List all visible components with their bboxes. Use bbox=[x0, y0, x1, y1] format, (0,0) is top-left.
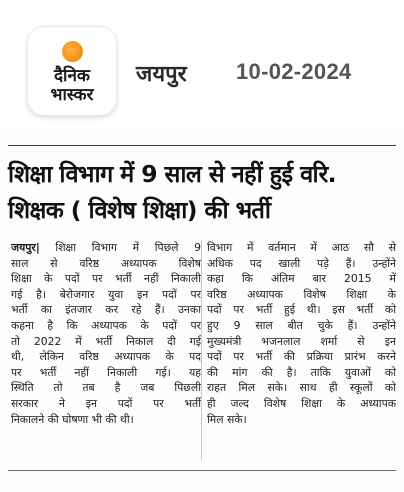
body-line: मुख्यमंत्री भजनलाल शर्मा से इन bbox=[207, 334, 396, 348]
column-divider bbox=[201, 240, 202, 460]
dateline: जयपुर| bbox=[11, 241, 40, 254]
body-line: जयपुर| शिक्षा विभाग में पिछले 9 bbox=[11, 241, 201, 254]
top-rule bbox=[8, 145, 396, 146]
body-line: सरकार ने इन पदों पर भर्ती bbox=[11, 396, 201, 410]
logo-line1: दैनिक bbox=[54, 66, 90, 86]
body-line: अधिक पद खाली पड़े हैं। उन्होंने bbox=[207, 256, 396, 270]
headline-line-1: शिक्षा विभाग में 9 साल से नहीं हुई वरि. bbox=[8, 160, 336, 188]
body-line: कहा कि अंतिम बार 2015 में bbox=[207, 272, 396, 286]
body-line: शिक्षा के पदों पर भर्ती नहीं निकाली bbox=[11, 272, 201, 286]
logo-line2: भास्कर bbox=[50, 85, 94, 105]
body-line: पर भर्ती नहीं निकाली गई। यह bbox=[11, 365, 201, 379]
body-line: ही जल्द विशेष शिक्षा के अध्यापक bbox=[207, 396, 396, 410]
body-line: हुए 9 साल बीत चुके हैं। उन्होंने bbox=[207, 318, 396, 332]
source-header bbox=[0, 0, 404, 128]
article-headline bbox=[8, 156, 400, 228]
headline-line-2: शिक्षक ( विशेष शिक्षा) की भर्ती bbox=[8, 196, 271, 224]
publication-date: 10-02-2024 bbox=[236, 59, 352, 84]
body-line: साल से वरिष्ठ अध्यापक विशेष bbox=[11, 256, 201, 270]
body-line: स्थिति तो तब है जब पिछली bbox=[11, 381, 201, 395]
article-column-left bbox=[11, 240, 201, 427]
sun-icon bbox=[62, 41, 83, 62]
dainik-bhaskar-logo bbox=[28, 27, 116, 115]
body-line: भर्ती का इंतजार कर रहे हैं। उनका bbox=[11, 303, 201, 317]
body-line: निकालने की घोषणा भी की थी। bbox=[11, 412, 134, 426]
body-line: मिल सके। bbox=[207, 412, 247, 426]
body-line: वरिष्ठ अध्यापक विशेष शिक्षा के bbox=[207, 287, 396, 301]
bottom-rule bbox=[8, 470, 396, 471]
city-name: जयपुर bbox=[136, 62, 187, 87]
body-line: गई है। बेरोजगार युवा इन पदों पर bbox=[11, 287, 201, 301]
article-column-right bbox=[207, 240, 396, 427]
body-line: पदों पर भर्ती हुई थी। इस भर्ती को bbox=[207, 303, 396, 317]
body-line: तो 2022 में भर्ती निकाल दी गई bbox=[11, 334, 201, 348]
body-line: की मांग की है। ताकि युवाओं को bbox=[207, 365, 396, 379]
body-line: राहत मिल सके। साथ ही स्कूलों को bbox=[207, 381, 396, 395]
body-line: कहना है कि अध्यापक के पदों पर bbox=[11, 318, 201, 332]
body-line: थी, लेकिन वरिष्ठ अध्यापक के पद bbox=[11, 350, 201, 364]
body-line: पदों पर भर्ती की प्रक्रिया प्रारंभ करने bbox=[207, 350, 396, 364]
body-line: विभाग में वर्तमान में आठ सौ से bbox=[207, 241, 396, 254]
